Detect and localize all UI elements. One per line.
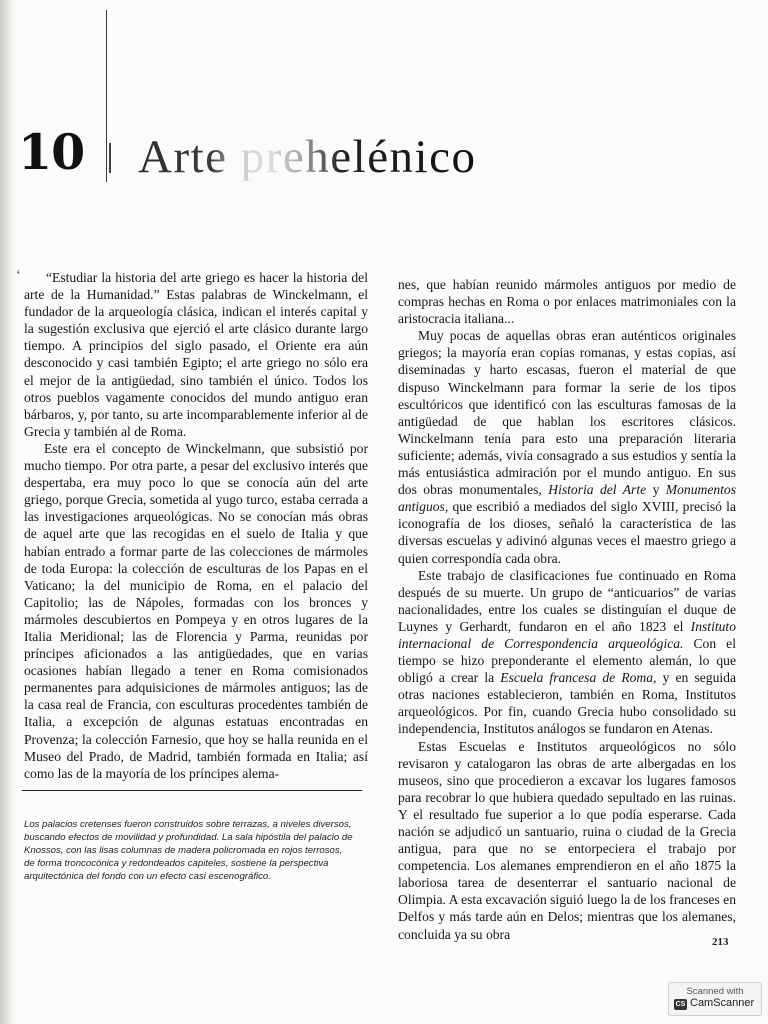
paragraph-text: Este trabajo de clasificaciones fue continuado en Roma después de su muerte. Un grupo de “anticuarios” de varias nacionalidades, entre los cuales se distinguían el duque de Luynes y Gerhardt, fundaron en el año 1823 el	[398, 567, 736, 634]
paragraph-text: y	[646, 482, 666, 498]
paragraph: Estas Escuelas e Institutos arqueológicos no sólo revisaron y catalogaron las obras de arte albergadas en los museos, sino que procedieron a excavar los lugares famosos para recobrar lo que hubiera quedado sepultado en las ruinas. Y el resultado fue superior a lo que podía esperarse. Cada nación se adjudicó un santuario, ruina o ciudad de la Grecia antigua, para que no se entorpeciera el trabajo por competencia. Los alemanes emprendieron en el año 1875 la laboriosa tarea de desenterrar el santuario nacional de Olimpia. A esta excavación siguió luego la de los franceses en Delfos y más tarde aún en Delos; mientras que los alemanes, concluida ya su obra	[398, 738, 736, 942]
paragraph: nes, que habían reunido mármoles antiguos por medio de compras hechas en Roma o por enlaces matrimoniales con la aristocracia italiana...	[398, 277, 736, 327]
caption-rule	[22, 790, 362, 791]
figure-caption: Los palacios cretenses fueron construidos sobre terrazas, a niveles diversos, buscando efectos de movilidad y profundidad. La sala hipóstila del palacio de Knossos, con las lisas columnas de madera policromada en rojos terrosos, de forma troncocónica y redondeados capiteles, sostiene la perspectiva arquitectónica del fondo con un efecto casi escenográfico.	[24, 819, 353, 883]
paragraph-text: y en seguida otras naciones establecieron, también en Roma, Institutos arqueológicos. Por fin, cuando Grecia hubo consolidado su independencia, Institutos análogos se fundaron en Atenas.	[398, 670, 736, 737]
chapter-divider	[109, 143, 111, 173]
paragraph-text: Con el tiempo se hizo preponderante el elemento alemán, lo que obligó a crear la	[398, 635, 736, 686]
margin-mark: ‘	[16, 268, 21, 283]
watermark-name: CamScanner	[690, 997, 755, 1009]
paragraph: “Estudiar la historia del arte griego es hacer la historia del arte de la Humanidad.” Estas palabras de Winckelmann, el fundador de la arqueología clásica, indican el interés capital y la sugestión exclusiva que ejerció el arte clásico durante largo tiempo. A principios del siglo pasado, el Oriente era aún desconocido y casi también Egipto; el arte griego no sólo era el mejor de la antigüedad, sino también el único. Todos los otros pueblos vagamente conocidos del mundo antiguo eran bárbaros, y, por tanto, su arte incomparablemente inferior al de Grecia y también al de Roma.	[24, 270, 368, 439]
page-gutter-shadow	[0, 0, 14, 1024]
paragraph	[398, 327, 736, 566]
chapter-number: 10	[18, 123, 85, 181]
paragraph	[398, 567, 736, 738]
left-text-column	[24, 269, 368, 782]
school-name-italic: Escuela francesa de Roma,	[500, 670, 657, 686]
paragraph-text: que escribió a mediados del siglo XVIII, precisó la iconografía de los dioses, señaló la característica de las diversas escuelas y adivinó algunas veces el maestro griego a quien correspondía cada obra.	[398, 499, 736, 566]
book-title-italic: Historia del Arte	[548, 482, 647, 498]
right-text-column	[398, 276, 736, 943]
watermark-line1: Scanned with	[686, 986, 744, 997]
camscanner-watermark	[668, 982, 762, 1016]
institute-name-italic: Instituto internacional de Correspondencia arqueológica.	[398, 618, 736, 651]
book-title-italic: Monumentos antiguos,	[398, 482, 737, 515]
camscanner-logo-icon: CS	[675, 1001, 686, 1008]
paragraph-text: Muy pocas de aquellas obras eran auténticos originales griegos; la mayoría eran copias romanas, y estas copias, así diseminadas y harto escasas, fueron el material de que dispuso Winckelmann para formar la serie de los tipos escultóricos que identificó con las esculturas famosas de la antigüedad de que hablan los escritores clásicos. Winckelmann tenía para esto una preparación literaria suficiente; además, vivía consagrado a sus estudios y sentía la más entusiástica admiración por el mundo antiguo. En sus dos obras monumentales,	[398, 328, 736, 498]
page-number: 213	[712, 936, 729, 948]
chapter-vertical-rule	[106, 10, 107, 182]
chapter-title: Arte prehelénico	[138, 131, 477, 183]
paragraph: Este era el concepto de Winckelmann, que subsistió por mucho tiempo. Por otra parte, a pesar del exclusivo interés que despertaba, era muy poco lo que se conocía aún del arte griego, porque Grecia, sometida al yugo turco, estaba cerrada a las investigaciones arqueológicas. No se conocían más obras de aquel arte que las recogidas en el suelo de Italia y que habían entrado a formar parte de las colecciones de mármoles de toda Europa: la colección de esculturas de los Papas en el Vaticano; la del municipio de Roma, en el palacio del Capitolio; las de Nápoles, formadas con los bronces y mármoles descubiertos en Pompeya y en otros lugares de la Italia Meridional; las de Florencia y Parma, reunidas por príncipes aficionados a las antigüedades, que en varias ocasiones habían llegado a tener en Roma comisionados permanentes para adquisiciones de mármoles antiguos; las de la casa real de Francia, con esculturas procedentes también de Italia, a excepción de algunas estatuas encontradas en Provenza; la colección Farnesio, que hoy se halla reunida en el Museo del Prado, de Madrid, también formada en Italia; así como las de la mayoría de los príncipes alema-	[24, 440, 368, 781]
